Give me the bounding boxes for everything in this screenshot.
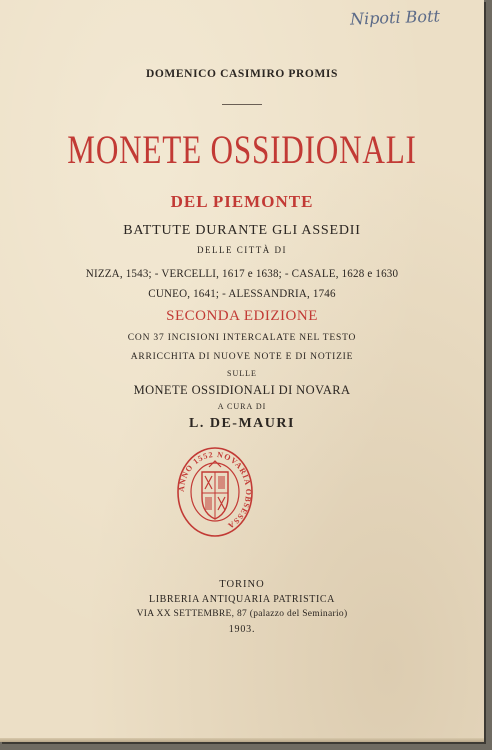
publisher-city: TORINO (219, 579, 265, 590)
illustrations-note: CON 37 INCISIONI INTERCALATE NEL TESTO (127, 333, 357, 343)
towns-line-1: NIZZA, 1543; - VERCELLI, 1617 e 1638; - CASALE, 1628 e 1630 (85, 266, 399, 280)
divider-rule (222, 104, 262, 105)
towns-line-2: CUNEO, 1641; - ALESSANDRIA, 1746 (148, 286, 336, 300)
author-name: DOMENICO CASIMIRO PROMIS (145, 68, 338, 80)
description-line: BATTUTE DURANTE GLI ASSEDII (123, 223, 361, 238)
seal-inscription: ANNO 1552 NOVARIA OBSESSA (176, 449, 254, 531)
notes-line: ARRICCHITA DI NUOVE NOTE E DI NOTIZIE (130, 352, 354, 362)
edition-label: SECONDA EDIZIONE (166, 308, 318, 324)
publisher-name: LIBRERIA ANTIQUARIA PATRISTICA (149, 594, 335, 605)
editor-caption: A CURA DI (217, 402, 267, 411)
novara-title: MONETE OSSIDIONALI DI NOVARA (133, 383, 351, 397)
publication-year: 1903. (228, 624, 256, 635)
editor-name: L. DE-MAURI (189, 416, 295, 431)
page-edge (0, 738, 484, 742)
handwritten-annotation: Nipoti Bott (349, 6, 441, 29)
subtitle: DEL PIEMONTE (170, 192, 314, 211)
main-title: MONETE OSSIDIONALI (67, 127, 417, 172)
sulle-caption: SULLE (227, 369, 257, 378)
cities-caption: DELLE CITTÀ DI (197, 245, 287, 255)
publisher-address: VIA XX SETTEMBRE, 87 (palazzo del Seminario) (136, 609, 348, 619)
coin-seal-icon (176, 445, 254, 539)
